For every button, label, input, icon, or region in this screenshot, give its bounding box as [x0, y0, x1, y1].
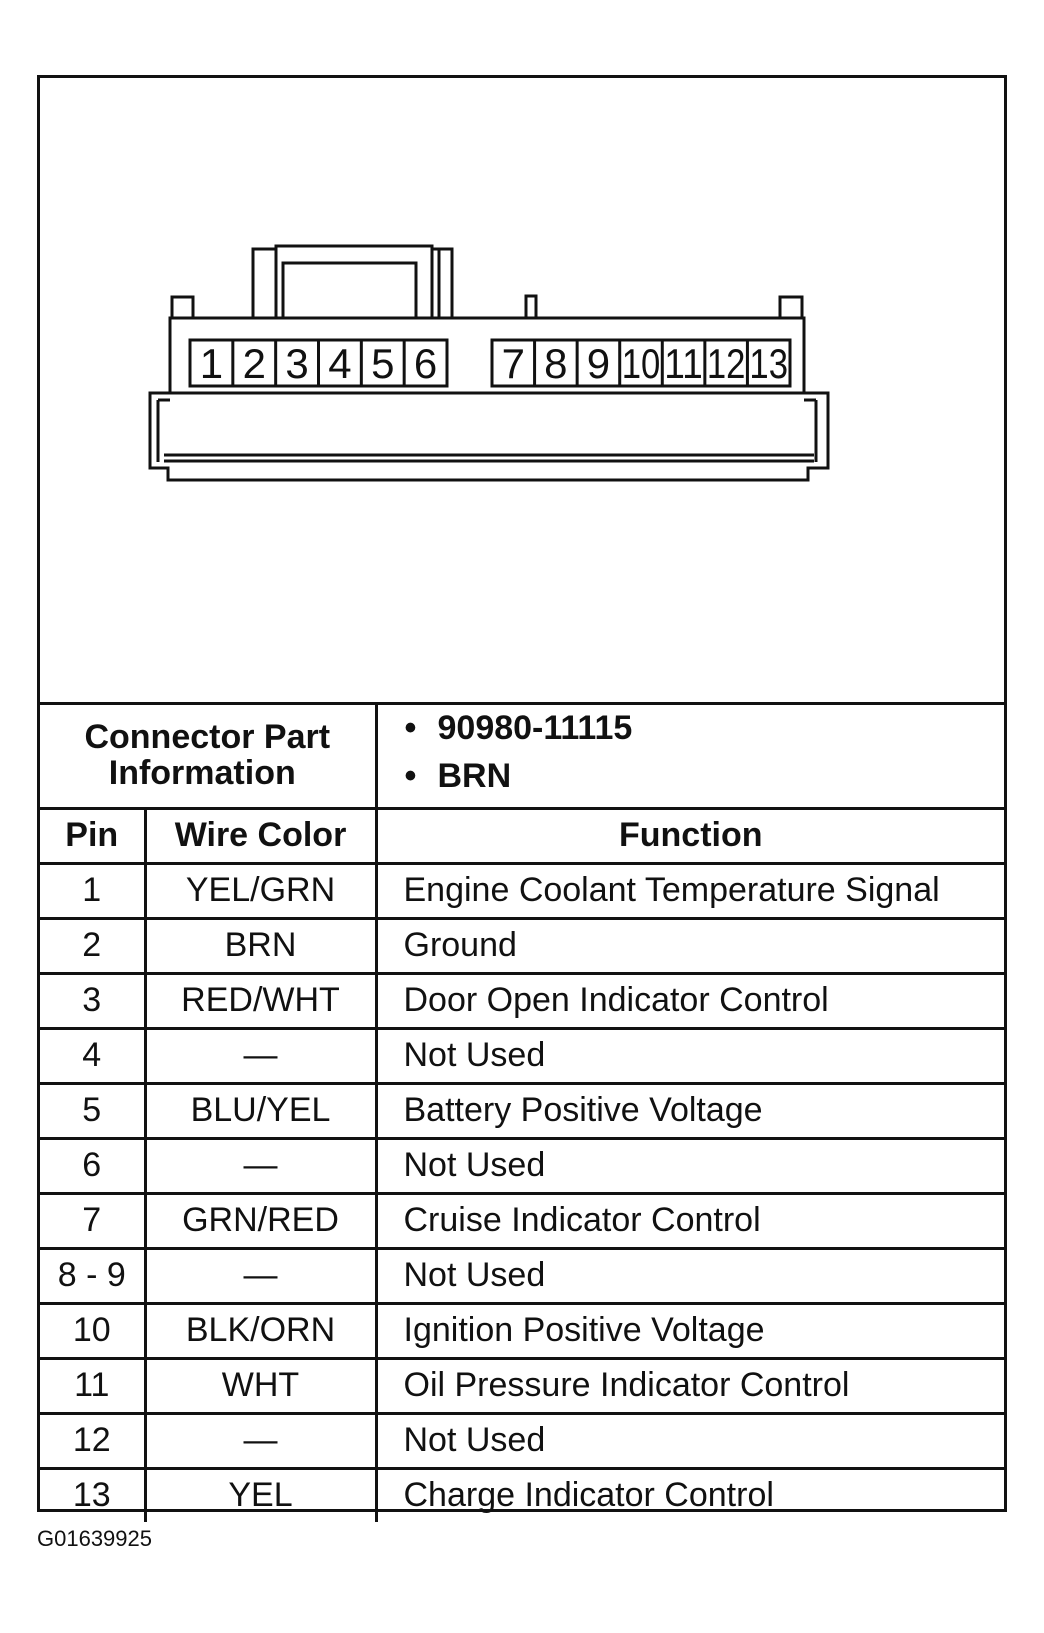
function-cell: Not Used [376, 1139, 1004, 1194]
pin-cell: 5 [40, 1084, 145, 1139]
function-cell: Engine Coolant Temperature Signal [376, 864, 1004, 919]
wire-color-cell: WHT [145, 1359, 376, 1414]
function-cell: Ground [376, 919, 1004, 974]
function-cell: Charge Indicator Control [376, 1469, 1004, 1523]
connector-info-values [376, 704, 1004, 809]
connector-pin-label: 3 [285, 340, 309, 387]
function-cell: Oil Pressure Indicator Control [376, 1359, 1004, 1414]
table-row [40, 1359, 1004, 1414]
function-cell: Cruise Indicator Control [376, 1194, 1004, 1249]
wire-color-cell: YEL [145, 1469, 376, 1523]
connector-info-label-line1: Connector Part [84, 718, 331, 757]
connector-pin-label: 10 [621, 340, 661, 387]
connector-pin-label: 7 [501, 340, 525, 387]
table-row [40, 1084, 1004, 1139]
pin-cell: 3 [40, 974, 145, 1029]
connector-info-label [40, 704, 376, 809]
wire-color-cell: RED/WHT [145, 974, 376, 1029]
connector-diagram [40, 78, 1004, 702]
wire-color-cell: — [145, 1029, 376, 1084]
wire-color-cell: BLU/YEL [145, 1084, 376, 1139]
connector-pin-label: 1 [199, 340, 224, 387]
pin-cell: 7 [40, 1194, 145, 1249]
pin-cell: 13 [40, 1469, 145, 1523]
connector-pin-label: 13 [749, 340, 788, 387]
connector-pin-label: 6 [413, 340, 438, 387]
pin-cell: 2 [40, 919, 145, 974]
pinout-table [40, 702, 1004, 1522]
table-header-row [40, 809, 1004, 864]
connector-info-label-line2: Information [108, 754, 296, 792]
table-row [40, 919, 1004, 974]
connector-pin-label: 9 [586, 340, 611, 387]
table-row [40, 864, 1004, 919]
table-row [40, 1304, 1004, 1359]
function-cell: Ignition Positive Voltage [376, 1304, 1004, 1359]
wire-color-cell: BRN [145, 919, 376, 974]
table-row [40, 1249, 1004, 1304]
diagram-frame [37, 75, 1007, 1515]
wire-color-cell: — [145, 1139, 376, 1194]
function-cell: Not Used [376, 1249, 1004, 1304]
connector-pin-label: 12 [706, 340, 746, 387]
pin-cell: 6 [40, 1139, 145, 1194]
figure-code: G01639925 [37, 1526, 152, 1551]
function-cell: Door Open Indicator Control [376, 974, 1004, 1029]
wire-color-cell: — [145, 1414, 376, 1469]
connector-pin-label: 5 [371, 340, 395, 387]
connector-pin-label: 11 [664, 340, 703, 387]
connector-part-number: • 90980-11115 [438, 711, 1005, 759]
table-row [40, 1029, 1004, 1084]
table-row [40, 1469, 1004, 1523]
pin-cell: 1 [40, 864, 145, 919]
table-row [40, 1139, 1004, 1194]
function-cell: Not Used [376, 1414, 1004, 1469]
header-wire-color: Wire Color [145, 809, 376, 864]
table-row [40, 1414, 1004, 1469]
pin-cell: 11 [40, 1359, 145, 1414]
function-cell: Battery Positive Voltage [376, 1084, 1004, 1139]
pin-cell: 12 [40, 1414, 145, 1469]
wire-color-cell: — [145, 1249, 376, 1304]
header-function: Function [376, 809, 1004, 864]
connector-info-row [40, 704, 1004, 809]
table-row [40, 1194, 1004, 1249]
connector-pin-label: 8 [544, 340, 568, 387]
header-pin: Pin [40, 809, 145, 864]
connector-drawing [40, 78, 1004, 702]
connector-color: • BRN [438, 759, 1005, 807]
connector-pin-label: 4 [328, 340, 352, 387]
connector-pin-label: 2 [242, 340, 266, 387]
pin-cell: 10 [40, 1304, 145, 1359]
wire-color-cell: GRN/RED [145, 1194, 376, 1249]
wire-color-cell: BLK/ORN [145, 1304, 376, 1359]
pin-cell: 4 [40, 1029, 145, 1084]
function-cell: Not Used [376, 1029, 1004, 1084]
wire-color-cell: YEL/GRN [145, 864, 376, 919]
pin-cell: 8 - 9 [40, 1249, 145, 1304]
table-row [40, 974, 1004, 1029]
